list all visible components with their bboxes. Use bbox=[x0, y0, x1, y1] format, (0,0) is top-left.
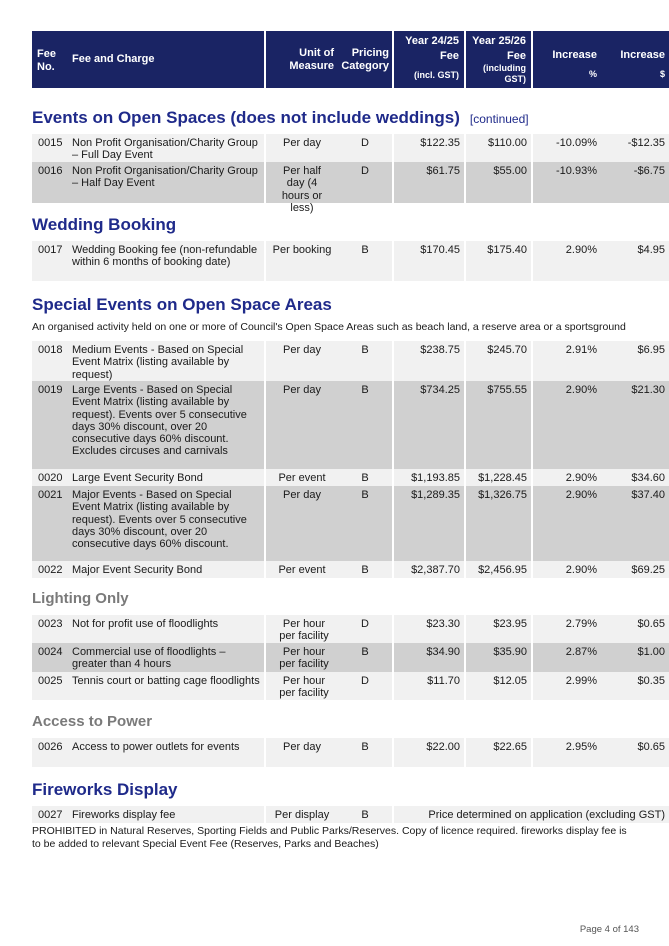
fee-2425: $61.75 bbox=[394, 162, 464, 203]
table-row bbox=[32, 486, 665, 561]
increase-pct: 2.90% bbox=[533, 381, 602, 469]
header-increase-amt-sub: $ bbox=[659, 69, 665, 79]
fee-desc: Fireworks display fee bbox=[66, 806, 264, 823]
fee-2526: $23.95 bbox=[466, 615, 531, 643]
header-year1-label: Year 24/25 bbox=[405, 35, 459, 47]
fee-unit: Per event bbox=[266, 469, 338, 486]
fee-category: B bbox=[338, 381, 392, 469]
fee-2526: $110.00 bbox=[466, 134, 531, 162]
increase-amt: $0.35 bbox=[602, 672, 669, 700]
increase-pct: -10.09% bbox=[533, 134, 602, 162]
table-row bbox=[32, 162, 665, 214]
fee-2425: $122.35 bbox=[394, 134, 464, 162]
fee-no: 0023 bbox=[32, 615, 66, 643]
table-row bbox=[32, 341, 665, 381]
fee-unit: Per event bbox=[266, 561, 338, 578]
fee-2526: $175.40 bbox=[466, 241, 531, 281]
fee-desc: Non Profit Organisation/Charity Group – Half Day Event bbox=[66, 162, 264, 203]
fee-2526: $35.90 bbox=[466, 643, 531, 672]
increase-amt: $6.95 bbox=[602, 341, 669, 381]
increase-pct: 2.90% bbox=[533, 486, 602, 561]
table-row bbox=[32, 806, 665, 823]
fee-2425: $2,387.70 bbox=[394, 561, 464, 578]
section-title-special-events: Special Events on Open Space Areas bbox=[32, 295, 332, 314]
page-number: Page 4 of 143 bbox=[579, 924, 639, 935]
fee-unit: Per day bbox=[266, 738, 338, 767]
header-year2 bbox=[466, 31, 531, 88]
fee-category: B bbox=[338, 738, 392, 767]
continued-label: [continued] bbox=[469, 112, 529, 126]
increase-pct: 2.90% bbox=[533, 469, 602, 486]
fee-2526: $22.65 bbox=[466, 738, 531, 767]
section-title-events bbox=[32, 108, 529, 128]
fee-2425: $23.30 bbox=[394, 615, 464, 643]
table-row bbox=[32, 561, 665, 578]
increase-pct: 2.95% bbox=[533, 738, 602, 767]
table-row bbox=[32, 134, 665, 162]
fee-2425: $734.25 bbox=[394, 381, 464, 469]
increase-amt: $69.25 bbox=[602, 561, 669, 578]
fee-category: B bbox=[338, 241, 392, 281]
increase-pct: 2.99% bbox=[533, 672, 602, 700]
increase-pct: 2.87% bbox=[533, 643, 602, 672]
fee-no: 0024 bbox=[32, 643, 66, 672]
increase-pct: 2.79% bbox=[533, 615, 602, 643]
table-row bbox=[32, 672, 665, 700]
increase-amt: $37.40 bbox=[602, 486, 669, 561]
section-title-power: Access to Power bbox=[32, 713, 153, 730]
header-increase-amt bbox=[602, 31, 669, 88]
section-description: An organised activity held on one or more of Council's Open Space Areas such as beach land, a reserve area or a sportsground bbox=[32, 321, 626, 333]
fee-desc: Large Event Security Bond bbox=[66, 469, 264, 486]
fee-no: 0017 bbox=[32, 241, 66, 281]
increase-amt: $21.30 bbox=[602, 381, 669, 469]
fee-no: 0019 bbox=[32, 381, 66, 469]
fee-unit: Per hour per facility bbox=[266, 643, 338, 672]
increase-amt: $4.95 bbox=[602, 241, 669, 281]
table-row bbox=[32, 381, 665, 469]
fee-2425: $11.70 bbox=[394, 672, 464, 700]
fee-desc: Access to power outlets for events bbox=[66, 738, 264, 767]
fee-2526: $2,456.95 bbox=[466, 561, 531, 578]
fee-no: 0016 bbox=[32, 162, 66, 203]
header-unit-label: Unit of Measure bbox=[289, 47, 334, 72]
fee-desc: Commercial use of floodlights – greater than 4 hours bbox=[66, 643, 264, 672]
section-title-wedding: Wedding Booking bbox=[32, 215, 177, 234]
fee-category: B bbox=[338, 486, 392, 561]
header-fee-no-label: Fee No. bbox=[37, 48, 56, 73]
fee-desc: Tennis court or batting cage floodlights bbox=[66, 672, 264, 700]
header-increase-pct-label: Increase bbox=[552, 49, 597, 61]
increase-amt: $0.65 bbox=[602, 738, 669, 767]
header-increase-amt-label: Increase bbox=[620, 49, 665, 61]
header-fee-no bbox=[32, 31, 66, 88]
fee-category: D bbox=[338, 672, 392, 700]
fee-2425: $1,289.35 bbox=[394, 486, 464, 561]
increase-pct: 2.90% bbox=[533, 561, 602, 578]
fee-unit: Per hour per facility bbox=[266, 672, 338, 700]
header-category-label: Pricing Category bbox=[341, 47, 389, 72]
fee-desc: Not for profit use of floodlights bbox=[66, 615, 264, 643]
table-row bbox=[32, 615, 665, 643]
section-title-fireworks: Fireworks Display bbox=[32, 780, 178, 799]
fee-category: D bbox=[338, 134, 392, 162]
header-increase-pct bbox=[533, 31, 602, 88]
table-row bbox=[32, 469, 665, 486]
header-fee-and-charge-label: Fee and Charge bbox=[72, 53, 155, 65]
fee-unit: Per half day (4 hours or less) bbox=[266, 162, 338, 203]
header-increase-pct-sub: % bbox=[588, 69, 597, 79]
fee-2425: $34.90 bbox=[394, 643, 464, 672]
header-unit bbox=[266, 31, 338, 88]
fee-2425: $22.00 bbox=[394, 738, 464, 767]
fee-price-note: Price determined on application (excluding GST) bbox=[394, 806, 669, 823]
fee-desc: Large Events - Based on Special Event Matrix (listing available by request). Events over 5 consecutive days 30% discount, over 20 consecutive days 60% discount. Excludes circuses and carnivals bbox=[66, 381, 264, 469]
table-row bbox=[32, 738, 665, 767]
fee-no: 0022 bbox=[32, 561, 66, 578]
header-year2-label: Year 25/26 bbox=[472, 35, 526, 47]
fee-no: 0015 bbox=[32, 134, 66, 162]
fee-category: B bbox=[338, 643, 392, 672]
fee-category: B bbox=[338, 341, 392, 381]
fee-unit: Per day bbox=[266, 381, 338, 469]
header-fee-and-charge bbox=[66, 31, 264, 88]
fee-2526: $245.70 bbox=[466, 341, 531, 381]
fee-desc: Major Events - Based on Special Event Matrix (listing available by request). Events over 5 consecutive days 30% discount, over 20 consecutive days 60% discount. bbox=[66, 486, 264, 561]
fee-desc: Medium Events - Based on Special Event Matrix (listing available by request) bbox=[66, 341, 264, 381]
increase-pct: 2.90% bbox=[533, 241, 602, 281]
fee-unit: Per day bbox=[266, 486, 338, 561]
header-year1-sub: (incl. GST) bbox=[414, 70, 459, 80]
increase-pct: 2.91% bbox=[533, 341, 602, 381]
fee-2425: $238.75 bbox=[394, 341, 464, 381]
increase-amt: -$12.35 bbox=[602, 134, 669, 162]
fee-desc: Wedding Booking fee (non-refundable within 6 months of booking date) bbox=[66, 241, 264, 281]
fee-no: 0020 bbox=[32, 469, 66, 486]
fee-2526: $1,228.45 bbox=[466, 469, 531, 486]
fireworks-note: PROHIBITED in Natural Reserves, Sporting Fields and Public Parks/Reserves. Copy of licence required. fireworks display fee is to be added to relevant Special Event Fee (Reserves, Parks and Beaches) bbox=[32, 825, 627, 850]
fee-2425: $170.45 bbox=[394, 241, 464, 281]
fee-category: D bbox=[338, 162, 392, 203]
header-category bbox=[338, 31, 392, 88]
fee-2526: $55.00 bbox=[466, 162, 531, 203]
fee-unit: Per hour per facility bbox=[266, 615, 338, 643]
header-year2-sub: (including GST) bbox=[483, 63, 526, 84]
increase-amt: -$6.75 bbox=[602, 162, 669, 203]
fee-unit: Per booking bbox=[266, 241, 338, 281]
fee-unit: Per day bbox=[266, 134, 338, 162]
fee-no: 0021 bbox=[32, 486, 66, 561]
fee-unit: Per day bbox=[266, 341, 338, 381]
fee-2425: $1,193.85 bbox=[394, 469, 464, 486]
fee-no: 0018 bbox=[32, 341, 66, 381]
table-row bbox=[32, 241, 665, 281]
increase-amt: $0.65 bbox=[602, 615, 669, 643]
fee-no: 0026 bbox=[32, 738, 66, 767]
fee-category: D bbox=[338, 615, 392, 643]
header-year1 bbox=[394, 31, 464, 88]
increase-amt: $34.60 bbox=[602, 469, 669, 486]
header-year2-fee: Fee bbox=[507, 50, 526, 62]
fee-no: 0027 bbox=[32, 806, 66, 823]
increase-pct: -10.93% bbox=[533, 162, 602, 203]
fee-2526: $1,326.75 bbox=[466, 486, 531, 561]
section-title-lighting: Lighting Only bbox=[32, 590, 129, 607]
header-year1-fee: Fee bbox=[440, 50, 459, 62]
fee-desc: Major Event Security Bond bbox=[66, 561, 264, 578]
fee-category: B bbox=[338, 469, 392, 486]
fee-category: B bbox=[338, 561, 392, 578]
fee-unit: Per display bbox=[266, 806, 338, 823]
fee-category: B bbox=[338, 806, 392, 823]
fee-desc: Non Profit Organisation/Charity Group – Full Day Event bbox=[66, 134, 264, 162]
section-events-label: Events on Open Spaces (does not include weddings) bbox=[32, 108, 460, 127]
increase-amt: $1.00 bbox=[602, 643, 669, 672]
fee-2526: $755.55 bbox=[466, 381, 531, 469]
table-row bbox=[32, 643, 665, 672]
fee-no: 0025 bbox=[32, 672, 66, 700]
fee-2526: $12.05 bbox=[466, 672, 531, 700]
